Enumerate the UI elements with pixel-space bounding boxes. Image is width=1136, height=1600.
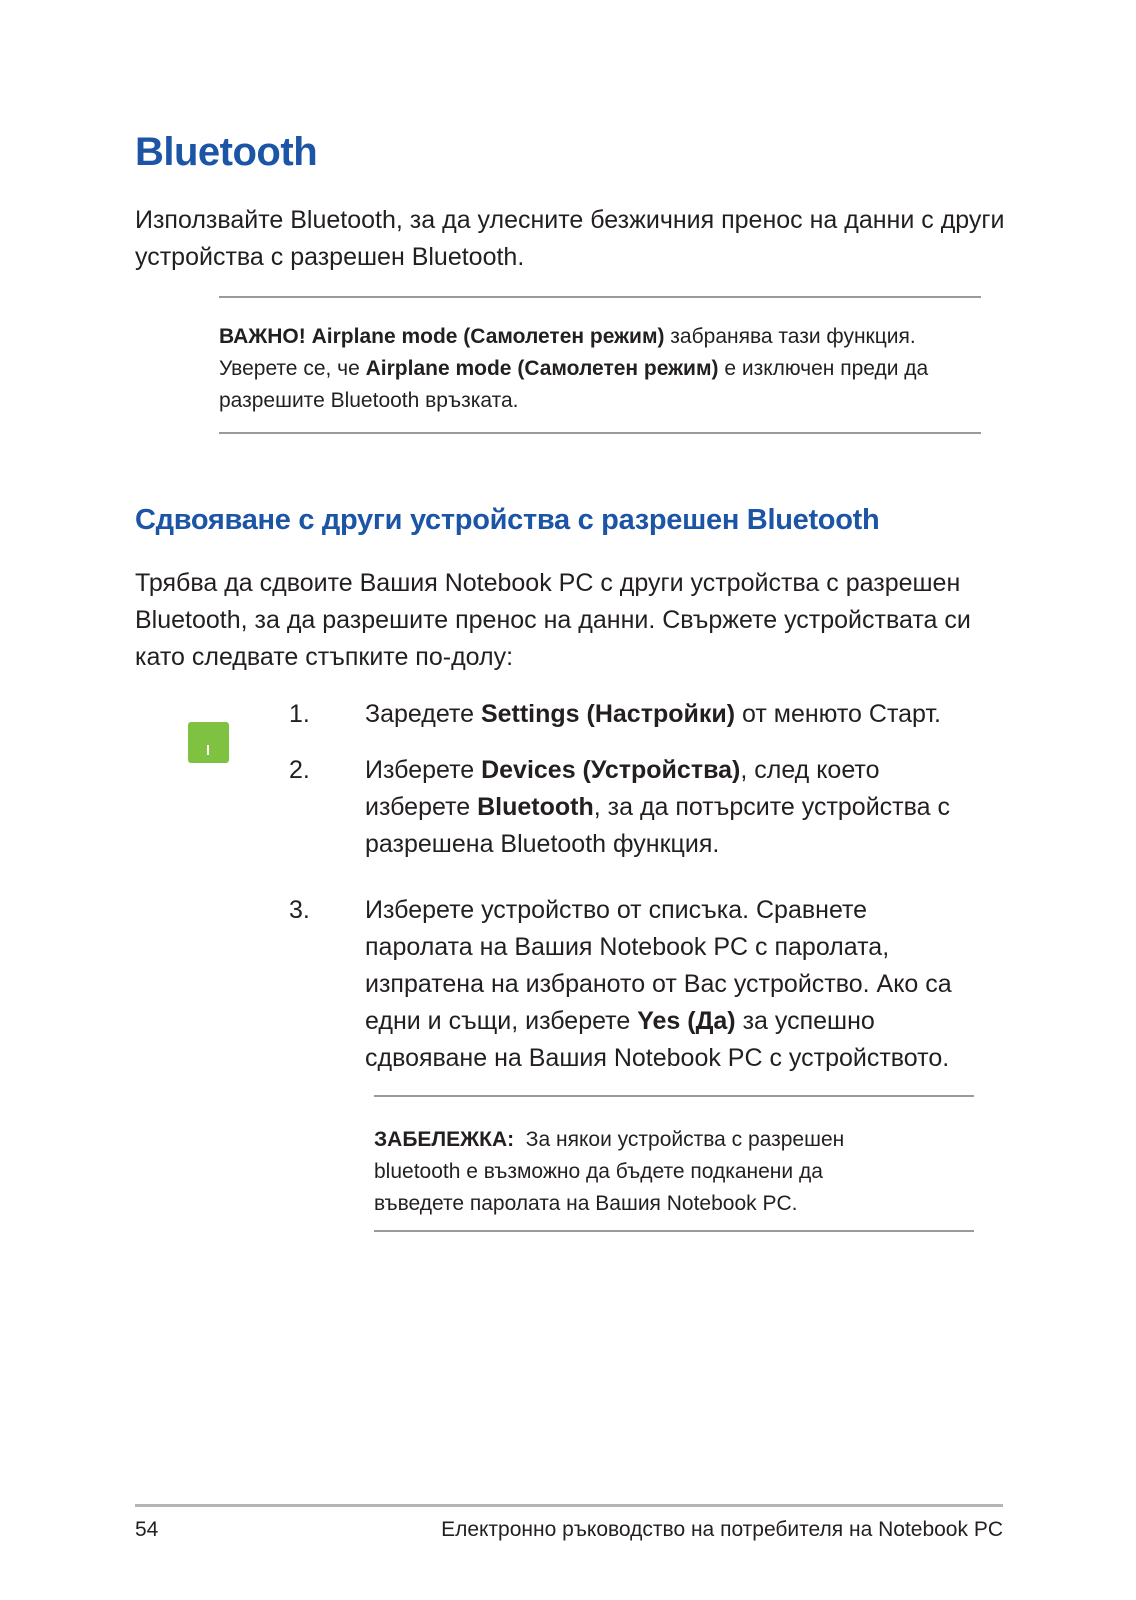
important-text-4: е изключен преди да разрешите Bluetooth връзката. [219,357,929,412]
important-notice [219,321,989,417]
step-2-number: 2. [289,756,310,784]
step-1-settings: Settings (Настройки) [480,700,736,728]
important-text-2: забранява тази функция. Уверете се, че [219,325,916,380]
step-2-part-1: Изберете [365,756,482,784]
step-2-text [365,752,985,863]
note-box [374,1124,894,1220]
note-label: ЗАБЕЛЕЖКА: [374,1128,515,1151]
step-3-yes: Yes (Да) [637,1007,736,1035]
windows-start-icon-mark [207,745,209,755]
step-2-bluetooth: Bluetooth [477,793,594,821]
step-1-number: 1. [289,700,310,728]
note-top-divider [374,1095,974,1097]
step-1-text [365,696,1005,733]
page-title: Bluetooth [135,130,318,174]
step-2-part-2: , след което изберете [365,756,880,821]
important-bottom-divider [219,432,981,434]
step-2-devices: Devices (Устройства) [481,756,741,784]
page-number: 54 [135,1518,159,1541]
important-airplane-mode-2: Airplane mode (Самолетен режим) [365,357,719,380]
step-2-part-3: , за да потърсите устройства с разрешена Bluetooth функция. [365,793,950,858]
step-3-part-2: за успешно сдвояване на Вашия Notebook PC с устройството. [365,1007,950,1072]
important-top-divider [219,296,981,298]
footer-divider [135,1504,1003,1507]
note-bottom-divider [374,1230,974,1232]
section-title: Сдвояване с други устройства с разрешен Bluetooth [135,504,880,536]
footer-doc-title: Електронно ръководство на потребителя на Notebook PC [441,1518,1003,1541]
important-airplane-mode-1: Airplane mode (Самолетен режим) [311,325,665,348]
intro-paragraph: Използвайте Bluetooth, за да улесните безжичния пренос на данни с други устройства с разрешен Bluetooth. [135,206,1005,271]
step-1-part-2: от менюто Старт. [735,700,941,728]
section-paragraph: Трябва да сдвоите Вашия Notebook PC с други устройства с разрешен Bluetooth, за да разрешите пренос на данни. Свържете устройствата си като следвате стъпките по-долу: [135,569,971,671]
step-3-text [365,892,980,1077]
windows-start-icon [188,722,229,763]
important-label: ВАЖНО! [219,325,306,348]
step-1-part-1: Заредете [365,700,481,728]
step-3-number: 3. [289,896,310,924]
note-text: За някои устройства с разрешен bluetooth е възможно да бъдете подканени да въведете паролата на Вашия Notebook PC. [374,1128,845,1215]
step-3-part-1: Изберете устройство от списъка. Сравнете паролата на Вашия Notebook PC с паролата, изпратена на избраното от Вас устройство. Ако са едни и същи, изберете [365,896,952,1035]
